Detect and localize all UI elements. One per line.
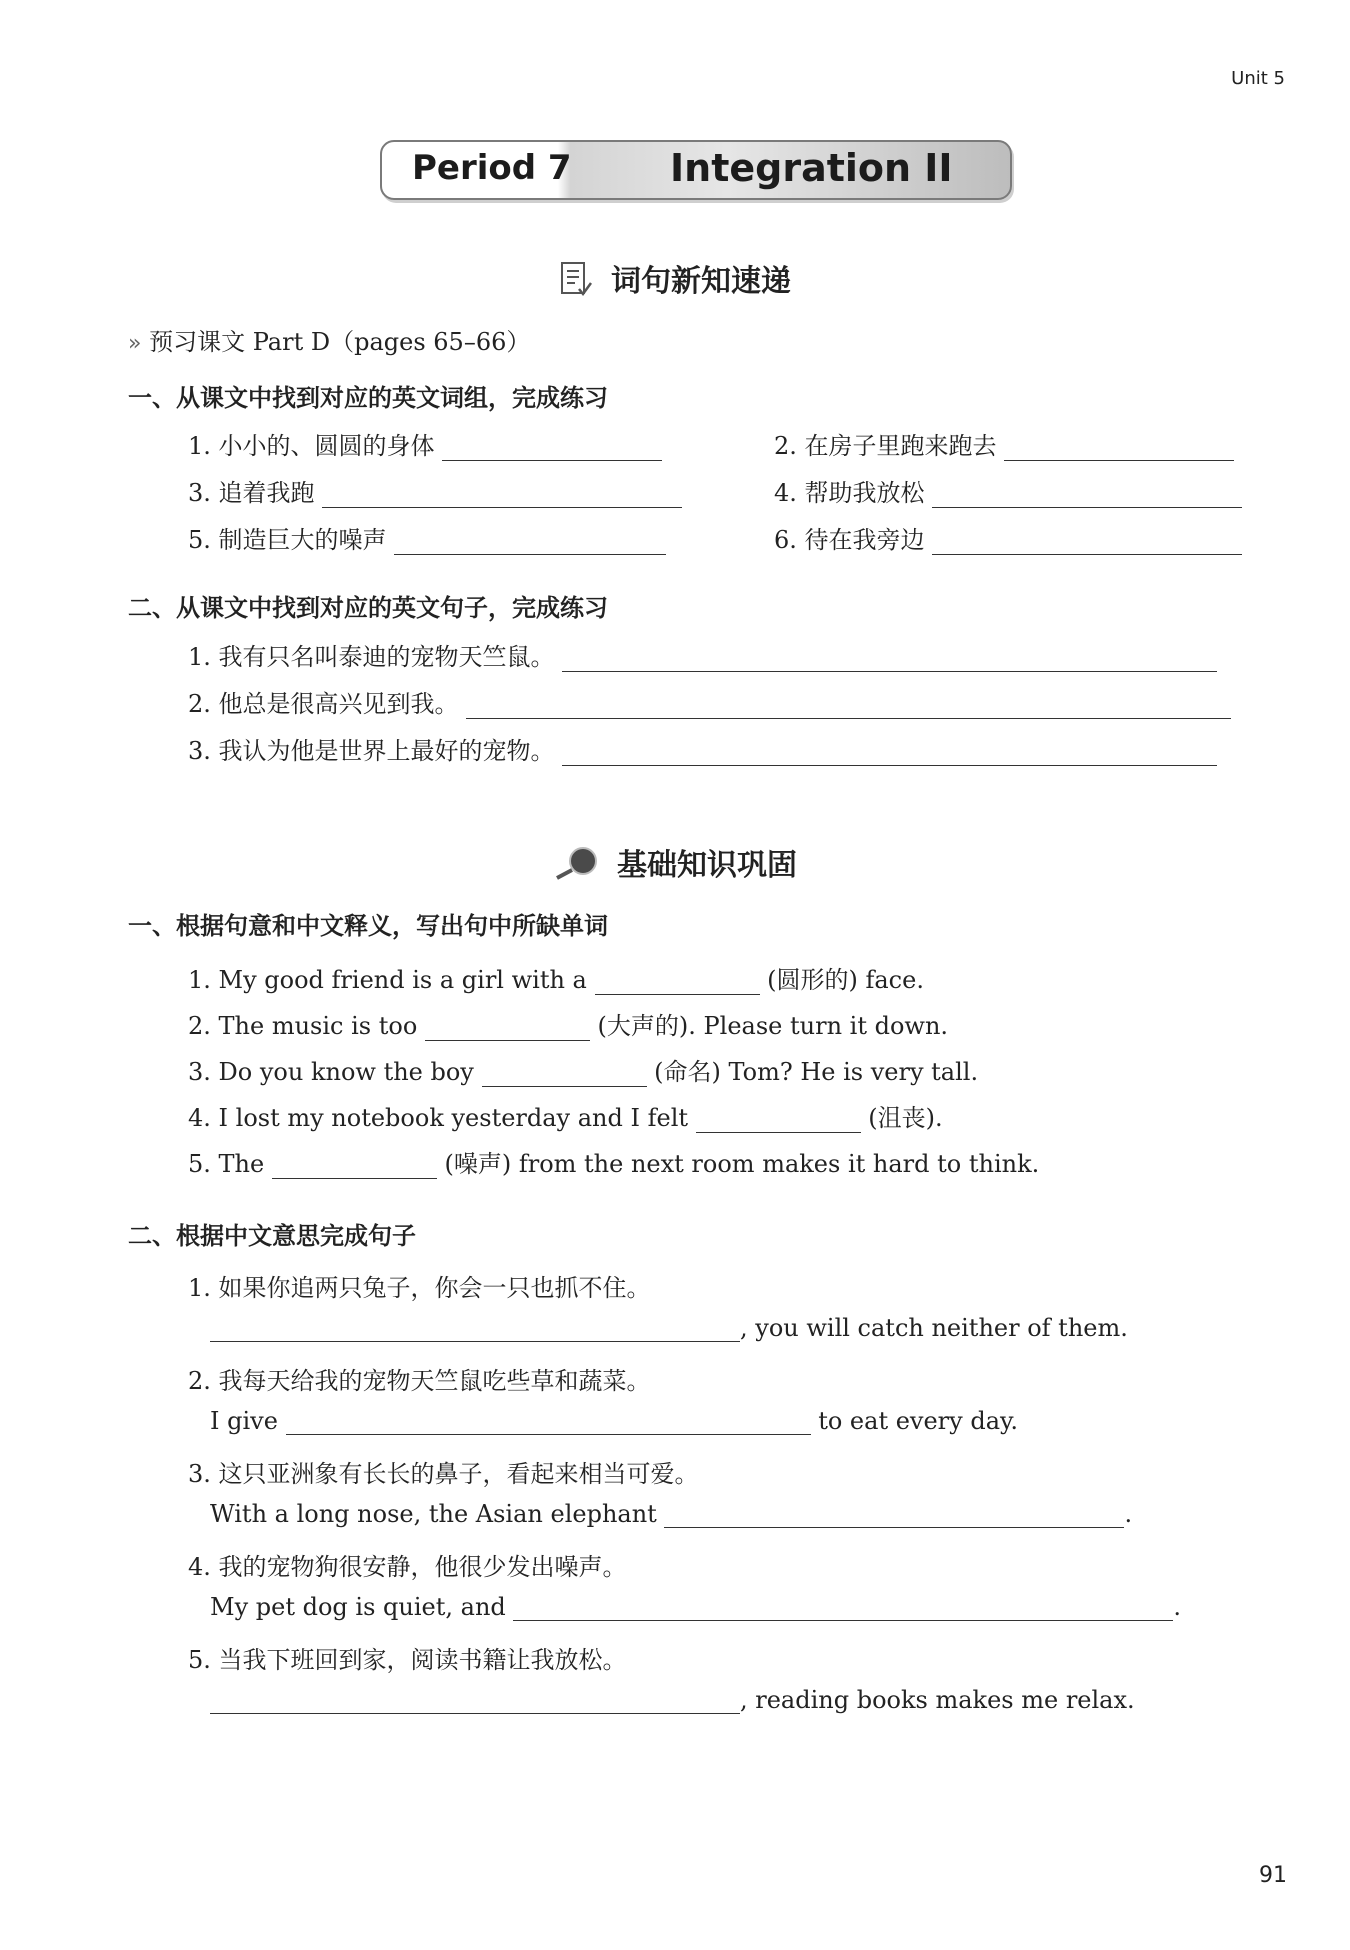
s2-p1-item: 3. Do you know the boy (命名) Tom? He is very tall. xyxy=(188,1058,979,1086)
answer-blank[interactable] xyxy=(932,530,1242,555)
magnifier-icon xyxy=(553,845,599,889)
answer-blank[interactable] xyxy=(1004,436,1234,461)
period-banner xyxy=(380,140,1012,200)
answer-blank[interactable] xyxy=(562,741,1217,766)
section1-title: 词句新知速递 xyxy=(611,264,791,299)
s2-p2-en: I give to eat every day. xyxy=(210,1407,1019,1435)
preview-marker: » xyxy=(128,331,142,356)
s1-part2-title: 二、从课文中找到对应的英文句子，完成练习 xyxy=(128,594,608,622)
s2-p1-item: 1. My good friend is a girl with a (圆形的) face. xyxy=(188,966,924,994)
s1-p2-item: 3. 我认为他是世界上最好的宠物。 xyxy=(188,731,1217,766)
section2-title: 基础知识巩固 xyxy=(617,848,797,883)
s2-p2-cn: 3. 这只亚洲象有长长的鼻子，看起来相当可爱。 xyxy=(188,1460,699,1488)
answer-blank[interactable] xyxy=(466,694,1231,719)
s2-p1-item: 4. I lost my notebook yesterday and I felt (沮丧). xyxy=(188,1104,943,1132)
period-title: Integration II xyxy=(670,146,953,190)
s2-part1-title: 一、根据句意和中文释义，写出句中所缺单词 xyxy=(128,912,608,940)
answer-blank[interactable] xyxy=(932,483,1242,508)
note-check-icon xyxy=(559,261,593,305)
s2-p2-cn: 5. 当我下班回到家，阅读书籍让我放松。 xyxy=(188,1646,627,1674)
s2-p2-en: With a long nose, the Asian elephant . xyxy=(210,1500,1133,1528)
s2-p1-item: 2. The music is too (大声的). Please turn it down. xyxy=(188,1012,949,1040)
answer-blank[interactable] xyxy=(664,1503,1124,1528)
s1-p1-item: 3. 追着我跑 xyxy=(188,473,682,508)
period-label: Period 7 xyxy=(412,148,572,188)
s1-p1-item: 4. 帮助我放松 xyxy=(774,473,1242,508)
s1-p1-item: 6. 待在我旁边 xyxy=(774,520,1242,555)
s2-p2-en: My pet dog is quiet, and . xyxy=(210,1593,1182,1621)
s2-part2-title: 二、根据中文意思完成句子 xyxy=(128,1222,416,1250)
section2-heading xyxy=(0,840,1350,889)
s2-p2-cn: 2. 我每天给我的宠物天竺鼠吃些草和蔬菜。 xyxy=(188,1367,651,1395)
answer-blank[interactable] xyxy=(272,1154,437,1179)
s2-p2-cn: 1. 如果你追两只兔子，你会一只也抓不住。 xyxy=(188,1274,651,1302)
s2-p2-en: , reading books makes me relax. xyxy=(210,1686,1135,1714)
answer-blank[interactable] xyxy=(482,1062,647,1087)
preview-text: 预习课文 Part D（pages 65–66） xyxy=(149,328,531,356)
answer-blank[interactable] xyxy=(394,530,666,555)
answer-blank[interactable] xyxy=(210,1317,740,1342)
preview-line xyxy=(128,322,530,357)
section1-heading xyxy=(0,256,1350,305)
unit-label: Unit 5 xyxy=(1231,68,1285,89)
answer-blank[interactable] xyxy=(442,436,662,461)
s1-p2-item: 1. 我有只名叫泰迪的宠物天竺鼠。 xyxy=(188,637,1217,672)
answer-blank[interactable] xyxy=(286,1410,811,1435)
s1-part1-title: 一、从课文中找到对应的英文词组，完成练习 xyxy=(128,384,608,412)
answer-blank[interactable] xyxy=(562,647,1217,672)
s1-p1-item: 2. 在房子里跑来跑去 xyxy=(774,426,1234,461)
s2-p2-cn: 4. 我的宠物狗很安静，他很少发出噪声。 xyxy=(188,1553,627,1581)
answer-blank[interactable] xyxy=(322,483,682,508)
answer-blank[interactable] xyxy=(696,1108,861,1133)
answer-blank[interactable] xyxy=(210,1689,740,1714)
answer-blank[interactable] xyxy=(595,970,760,995)
s1-p1-item: 5. 制造巨大的噪声 xyxy=(188,520,666,555)
s2-p2-en: , you will catch neither of them. xyxy=(210,1314,1128,1342)
answer-blank[interactable] xyxy=(513,1596,1173,1621)
s1-p1-item: 1. 小小的、圆圆的身体 xyxy=(188,426,662,461)
s2-p1-item: 5. The (噪声) from the next room makes it hard to think. xyxy=(188,1150,1040,1178)
page-number: 91 xyxy=(1259,1863,1287,1888)
s1-p2-item: 2. 他总是很高兴见到我。 xyxy=(188,684,1231,719)
answer-blank[interactable] xyxy=(425,1016,590,1041)
